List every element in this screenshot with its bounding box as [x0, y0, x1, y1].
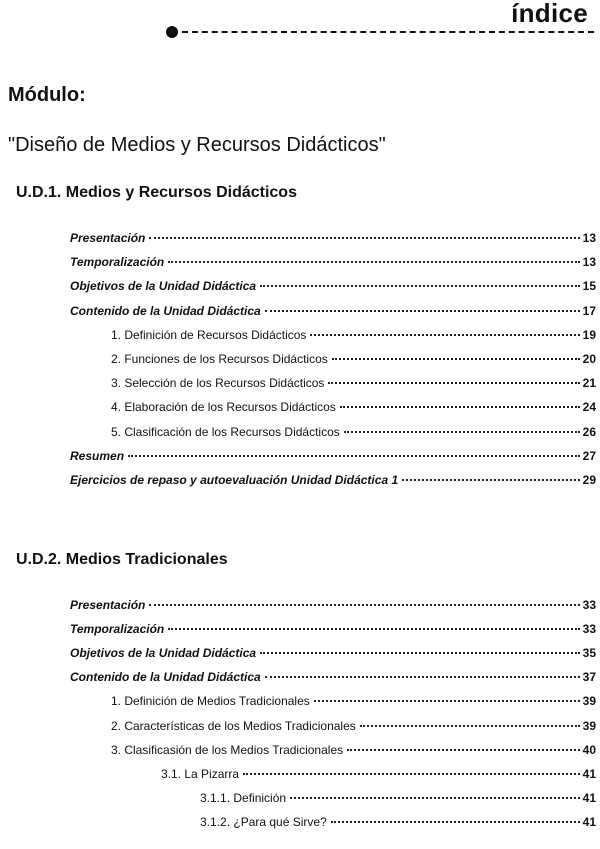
toc-entry-page: 40: [582, 742, 596, 757]
toc-entry-page: 24: [582, 400, 596, 415]
bullet-dot-icon: [166, 26, 178, 38]
dot-leader: [344, 431, 580, 433]
dot-leader: [260, 285, 580, 287]
toc-entry[interactable]: [111, 719, 596, 739]
toc-entry[interactable]: [111, 352, 596, 372]
toc-entry-page: 26: [582, 424, 596, 439]
toc-entry[interactable]: [70, 304, 596, 324]
toc-entry-page: 33: [582, 622, 596, 637]
toc-entry-page: 29: [582, 473, 596, 487]
toc-entry-page: 27: [582, 448, 596, 463]
dot-leader: [265, 310, 580, 312]
toc-entry-page: 33: [582, 598, 596, 612]
module-title: "Diseño de Medios y Recursos Didácticos": [8, 134, 386, 156]
toc-entry-label: 3. Clasificasión de los Medios Tradicionales: [111, 742, 344, 757]
toc-entry-label: 3.1. La Pizarra: [161, 766, 240, 781]
dot-leader: [402, 479, 580, 481]
toc-entry-label: Resumen: [70, 448, 125, 463]
page-title: índice: [511, 0, 588, 28]
dot-leader: [290, 797, 580, 799]
toc-entry[interactable]: [111, 376, 596, 396]
toc-entry[interactable]: [70, 279, 596, 299]
toc-entry[interactable]: [70, 622, 596, 642]
toc-entry[interactable]: [200, 791, 596, 811]
toc-entry-page: 21: [582, 376, 596, 391]
toc-entry-page: 37: [582, 670, 596, 685]
toc-entry-page: 17: [582, 303, 596, 318]
toc-entry-label: Presentación: [70, 598, 146, 612]
toc-entry-page: 39: [582, 694, 596, 709]
dot-leader: [260, 652, 580, 654]
toc-entry-label: 1. Definición de Medios Tradicionales: [111, 694, 310, 709]
toc-entry-label: Contenido de la Unidad Didáctica: [70, 670, 261, 685]
toc-entry-label: 2. Características de los Medios Tradicionales: [111, 718, 356, 733]
toc-entry[interactable]: [111, 743, 596, 763]
toc-entry-label: Contenido de la Unidad Didáctica: [70, 303, 261, 318]
toc-entry[interactable]: [70, 646, 596, 666]
toc-entry[interactable]: [70, 473, 596, 493]
dot-leader: [168, 628, 579, 630]
dot-leader: [347, 749, 580, 751]
toc-entry-label: Temporalización: [70, 622, 165, 637]
dot-leader: [265, 676, 580, 678]
toc-entry-label: 1. Definición de Recursos Didácticos: [111, 327, 307, 342]
toc-entry[interactable]: [111, 694, 596, 714]
toc-entry[interactable]: [70, 449, 596, 469]
toc-entry-page: 41: [582, 814, 596, 829]
toc-entry-label: 3. Selección de los Recursos Didácticos: [111, 376, 325, 391]
toc-entry[interactable]: [200, 815, 596, 835]
toc-entry[interactable]: [70, 231, 596, 251]
toc-entry-label: 3.1.2. ¿Para qué Sirve?: [200, 814, 327, 829]
dot-leader: [340, 406, 580, 408]
toc-entry[interactable]: [111, 328, 596, 348]
toc-entry-label: Presentación: [70, 231, 146, 245]
toc-entry[interactable]: [111, 400, 596, 420]
toc-entry-label: 5. Clasificación de los Recursos Didácticos: [111, 424, 340, 439]
toc-entry[interactable]: [70, 670, 596, 690]
dot-leader: [149, 604, 579, 606]
dot-leader: [149, 237, 579, 239]
toc-entry-label: Objetivos de la Unidad Didáctica: [70, 646, 257, 661]
unit-2-title: U.D.2. Medios Tradicionales: [16, 551, 228, 568]
toc-entry-label: 3.1.1. Definición: [200, 790, 287, 805]
dot-leader: [310, 334, 579, 336]
toc-entry-label: 4. Elaboración de los Recursos Didácticos: [111, 400, 336, 415]
toc-entry[interactable]: [70, 598, 596, 618]
toc-entry-label: Temporalización: [70, 255, 165, 270]
dot-leader: [332, 358, 580, 360]
dot-leader: [360, 725, 580, 727]
dot-leader: [168, 261, 579, 263]
toc-entry-label: Ejercicios de repaso y autoevaluación Unidad Didáctica 1: [70, 473, 399, 487]
page-header: [0, 0, 600, 45]
toc-entry-label: Objetivos de la Unidad Didáctica: [70, 279, 257, 294]
toc-entry[interactable]: [70, 255, 596, 275]
dot-leader: [243, 773, 580, 775]
toc-entry-page: 41: [582, 766, 596, 781]
toc-entry-page: 13: [582, 231, 596, 245]
toc-entry[interactable]: [111, 425, 596, 445]
toc-entry-page: 39: [582, 718, 596, 733]
toc-entry-page: 41: [582, 790, 596, 805]
dot-leader: [328, 382, 579, 384]
dot-leader: [128, 455, 580, 457]
toc-entry-page: 13: [582, 255, 596, 270]
toc-entry-page: 15: [582, 279, 596, 294]
unit-1-title: U.D.1. Medios y Recursos Didácticos: [16, 184, 297, 201]
toc-entry-page: 19: [582, 327, 596, 342]
toc-entry-page: 20: [582, 352, 596, 366]
header-dashed-rule: [182, 31, 594, 33]
toc-entry-page: 35: [582, 646, 596, 661]
toc-entry-label: 2. Funciones de los Recursos Didácticos: [111, 352, 328, 366]
dot-leader: [314, 700, 580, 702]
module-label: Módulo:: [8, 84, 86, 106]
dot-leader: [331, 821, 580, 823]
toc-entry[interactable]: [161, 767, 596, 787]
